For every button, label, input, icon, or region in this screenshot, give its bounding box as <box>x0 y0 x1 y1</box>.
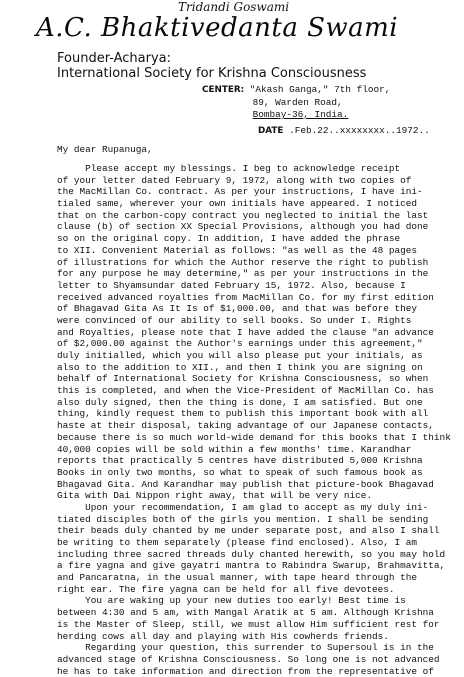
letter-body-line: to XII. Convenient Material as follows: "as well as the 48 pages <box>57 244 418 256</box>
tridandi-title: Tridandi Goswami <box>178 0 290 14</box>
letter-body-line: he has to take information and direction from the representative of <box>57 665 434 677</box>
letterhead-name: A.C. Bhaktivedanta Swami <box>36 13 399 43</box>
letter-body-line: clause (b) of section XX Special Provisions, although you had done <box>57 221 429 233</box>
letter-body-line: letter to Shyamsundar dated February 15, 1972. Also, because I <box>57 279 406 291</box>
letter-body-line: between 4:30 and 5 am, with Mangal Aratik at 5 am. Although Krishna <box>57 607 434 619</box>
letter-body-line: herding cows all day and playing with His cowherds friends. <box>57 630 389 642</box>
letter-body-line: tialed same, wherever your own initials have appeared. I noticed <box>57 198 418 210</box>
letter-body-line: is the Master of Sleep, still, we must allow Him sufficient rest for <box>57 618 440 630</box>
letter-body-line: their beads duly chanted by me under separate post, and also I shall <box>57 525 440 537</box>
address-line-2: 89, Warden Road, <box>252 96 343 108</box>
letter-body-line: be writing to them separately (please find enclosed). Also, I am <box>57 537 418 548</box>
letter-body-line: tiated disciples both of the girls you mention. I shall be sending <box>57 513 429 525</box>
letter-body-line: were convinced of our ability to sell books. So under I. Rights <box>57 314 412 326</box>
letter-body-line: of Bhagavad Gita As It Is of $1,000.00, and that was before they <box>57 303 418 315</box>
letter-body-line: and Pancaratna, in the usual manner, with tape heard through the <box>57 572 418 584</box>
address-line-1: "Akash Ganga," 7th floor, <box>249 84 391 95</box>
letter-body-line: a fire yagna and give gayatri mantra to Rabindra Swarup, Brahmavitta, <box>57 560 446 572</box>
society-name: International Society for Krishna Consciousness <box>57 66 367 81</box>
letter-body-line: You are waking up your new duties too early! Best time is <box>57 595 406 607</box>
letter-body-line: duly initialled, which you will also please put your initials, as <box>57 350 423 361</box>
date-label: DATE <box>258 126 284 136</box>
letter-body-line: Books in only two months, so what to speak of such famous book as <box>57 466 423 478</box>
letter-body-line: Regarding your question, this surrender to Supersoul is in the <box>57 642 434 654</box>
salutation: My dear Rupanuga, <box>57 144 153 155</box>
letter-body-line: Upon your recommendation, I am glad to accept as my duly ini- <box>57 501 429 513</box>
letter-body-line: thing, kindly request them to publish this important book with all <box>57 408 429 420</box>
founder-title: Founder-Acharya: <box>57 51 172 66</box>
letter-body-line: including three sacred threads duly chanted herewith, so you may hold <box>57 548 446 560</box>
letter-body-line: of your letter dated February 9, 1972, along with two copies of <box>57 174 412 186</box>
date-line <box>258 125 430 136</box>
center-address <box>202 84 390 122</box>
letter-body-line: the MacMillan Co. contract. As per your instructions, I have ini- <box>57 186 423 198</box>
center-label: CENTER: <box>202 85 245 95</box>
letter-body-line: advanced stage of Krishna Consciousness. So long one is not advanced <box>57 653 440 665</box>
letter-body-line: for any purpose he may determine," as per your instructions in the <box>57 268 429 280</box>
letter-body-line: and Royalties, please note that I have added the clause "an advance <box>57 326 434 338</box>
letter-body-line: Gita with Dai Nippon right away, that will be very nice. <box>57 490 373 502</box>
letter-body-line: so on the original copy. In addition, I have added the phrase <box>57 233 401 245</box>
letter-body-line: this is completed, and when the Vice-President of MacMillan Co. has <box>57 385 434 397</box>
letter-body-line: Bhagavad Gita. And Karandhar may publish that picture-book Bhagavad <box>57 478 434 490</box>
letter-body-line: of illustrations for which the Author reserve the right to publish <box>57 256 429 268</box>
letter-body-line: also duly signed, then the thing is done, I am satisfied. But one <box>57 396 423 408</box>
letter-body-line: 40,000 copies will be sold within a few months' time. Karandhar <box>57 443 412 455</box>
letter-body-line: of $2,000.00 against the Author's earnings under this agreement," <box>57 338 423 350</box>
letter-body-line: reports that practically 5 centres have distributed 5,000 Krishna <box>57 455 423 467</box>
letter-body-line: because there is so much world-wide demand for this books that I think <box>57 431 451 443</box>
letter-body-line: Please accept my blessings. I beg to acknowledge receipt <box>57 163 401 174</box>
date-value: .Feb.22..xxxxxxxx..1972.. <box>289 125 430 136</box>
letter-body-line: that on the carbon-copy contract you neglected to initial the last <box>57 209 429 221</box>
address-line-3: Bombay-36, India. <box>252 109 349 120</box>
letter-body-line: received advanced royalties from MacMillan Co. for my first edition <box>57 291 434 303</box>
letter-body <box>57 163 457 677</box>
letter-body-line: behalf of International Society for Krishna Consciousness, so when <box>57 373 429 385</box>
letter-body-line: right ear. The fire yagna can be held for all five devotees. <box>57 583 395 595</box>
letter-body-line: also to the addition to XII., and then I think you are signing on <box>57 361 423 373</box>
letter-body-line: haste at their disposal, taking advantage of our Japanese contacts, <box>57 420 434 432</box>
